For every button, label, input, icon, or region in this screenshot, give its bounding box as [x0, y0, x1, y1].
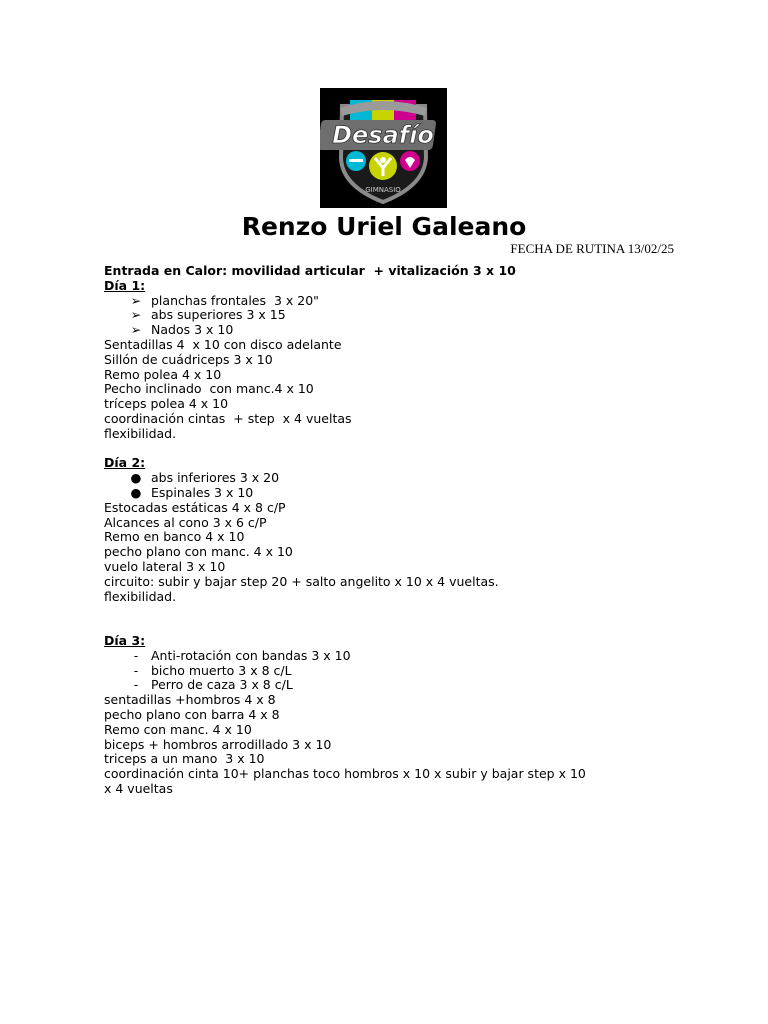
exercise-line: flexibilidad. — [104, 425, 177, 441]
exercise-line: sentadillas +hombros 4 x 8 — [104, 692, 276, 708]
exercise-line: pecho plano con manc. 4 x 10 — [104, 544, 293, 560]
dash-bullet-icon: - — [133, 647, 139, 663]
svg-text:Desafío: Desafío — [332, 121, 434, 149]
exercise-line: circuito: subir y bajar step 20 + salto angelito x 10 x 4 vueltas. — [104, 573, 499, 589]
exercise-line: coordinación cinta 10+ planchas toco hombros x 10 x subir y bajar step x 10 — [104, 766, 586, 782]
exercise-line: Remo en banco 4 x 10 — [104, 529, 245, 545]
list-item: - Anti-rotación con bandas 3 x 10 — [104, 649, 664, 664]
exercise-line: Sillón de cuádriceps 3 x 10 — [104, 351, 273, 367]
arrow-bullet-icon: ➢ — [130, 292, 142, 308]
exercise-line: biceps + hombros arrodillado 3 x 10 — [104, 736, 332, 752]
exercise-line: flexibilidad. — [104, 588, 177, 604]
exercise-line: Estocadas estáticas 4 x 8 c/P — [104, 499, 286, 515]
list-item: - Perro de caza 3 x 8 c/L — [104, 678, 664, 693]
list-item: ➢ Nados 3 x 10 — [104, 323, 664, 338]
warmup-line: Entrada en Calor: movilidad articular + vitalización 3 x 10 — [104, 263, 516, 278]
day1-heading: Día 1: — [104, 277, 146, 293]
exercise-line: Remo polea 4 x 10 — [104, 366, 222, 382]
list-item: ➢ planchas frontales 3 x 20" — [104, 294, 664, 309]
list-item: ● Espinales 3 x 10 — [104, 486, 664, 501]
exercise-line: pecho plano con barra 4 x 8 — [104, 706, 280, 722]
dot-bullet-icon: ● — [130, 484, 142, 500]
exercise-line: tríceps polea 4 x 10 — [104, 396, 229, 412]
gym-logo — [320, 88, 447, 208]
exercise-line: Sentadillas 4 x 10 con disco adelante — [104, 336, 342, 352]
svg-text:GIMNASIO: GIMNASIO — [365, 186, 401, 194]
arrow-bullet-icon: ➢ — [130, 307, 142, 323]
exercise-line: x 4 vueltas — [104, 780, 173, 796]
exercise-line: Remo con manc. 4 x 10 — [104, 721, 252, 737]
exercise-line: vuelo lateral 3 x 10 — [104, 558, 226, 574]
exercise-line: coordinación cintas + step x 4 vueltas — [104, 410, 352, 426]
dash-bullet-icon: - — [133, 677, 139, 693]
person-name: Renzo Uriel Galeano — [241, 212, 527, 241]
list-item: - bicho muerto 3 x 8 c/L — [104, 664, 664, 679]
dot-bullet-icon: ● — [130, 470, 142, 486]
routine-date: FECHA DE RUTINA 13/02/25 — [510, 241, 674, 256]
exercise-line: Alcances al cono 3 x 6 c/P — [104, 514, 267, 530]
exercise-line: triceps a un mano 3 x 10 — [104, 751, 265, 767]
exercise-line: Pecho inclinado con manc.4 x 10 — [104, 381, 314, 397]
arrow-bullet-icon: ➢ — [130, 322, 142, 338]
dash-bullet-icon: - — [133, 662, 139, 678]
day2-heading: Día 2: — [104, 455, 146, 471]
list-item: ➢ abs superiores 3 x 15 — [104, 308, 664, 323]
routine-body — [104, 264, 664, 797]
day3-heading: Día 3: — [104, 632, 146, 648]
list-item: ● abs inferiores 3 x 20 — [104, 471, 664, 486]
shield-logo-icon — [320, 88, 447, 208]
